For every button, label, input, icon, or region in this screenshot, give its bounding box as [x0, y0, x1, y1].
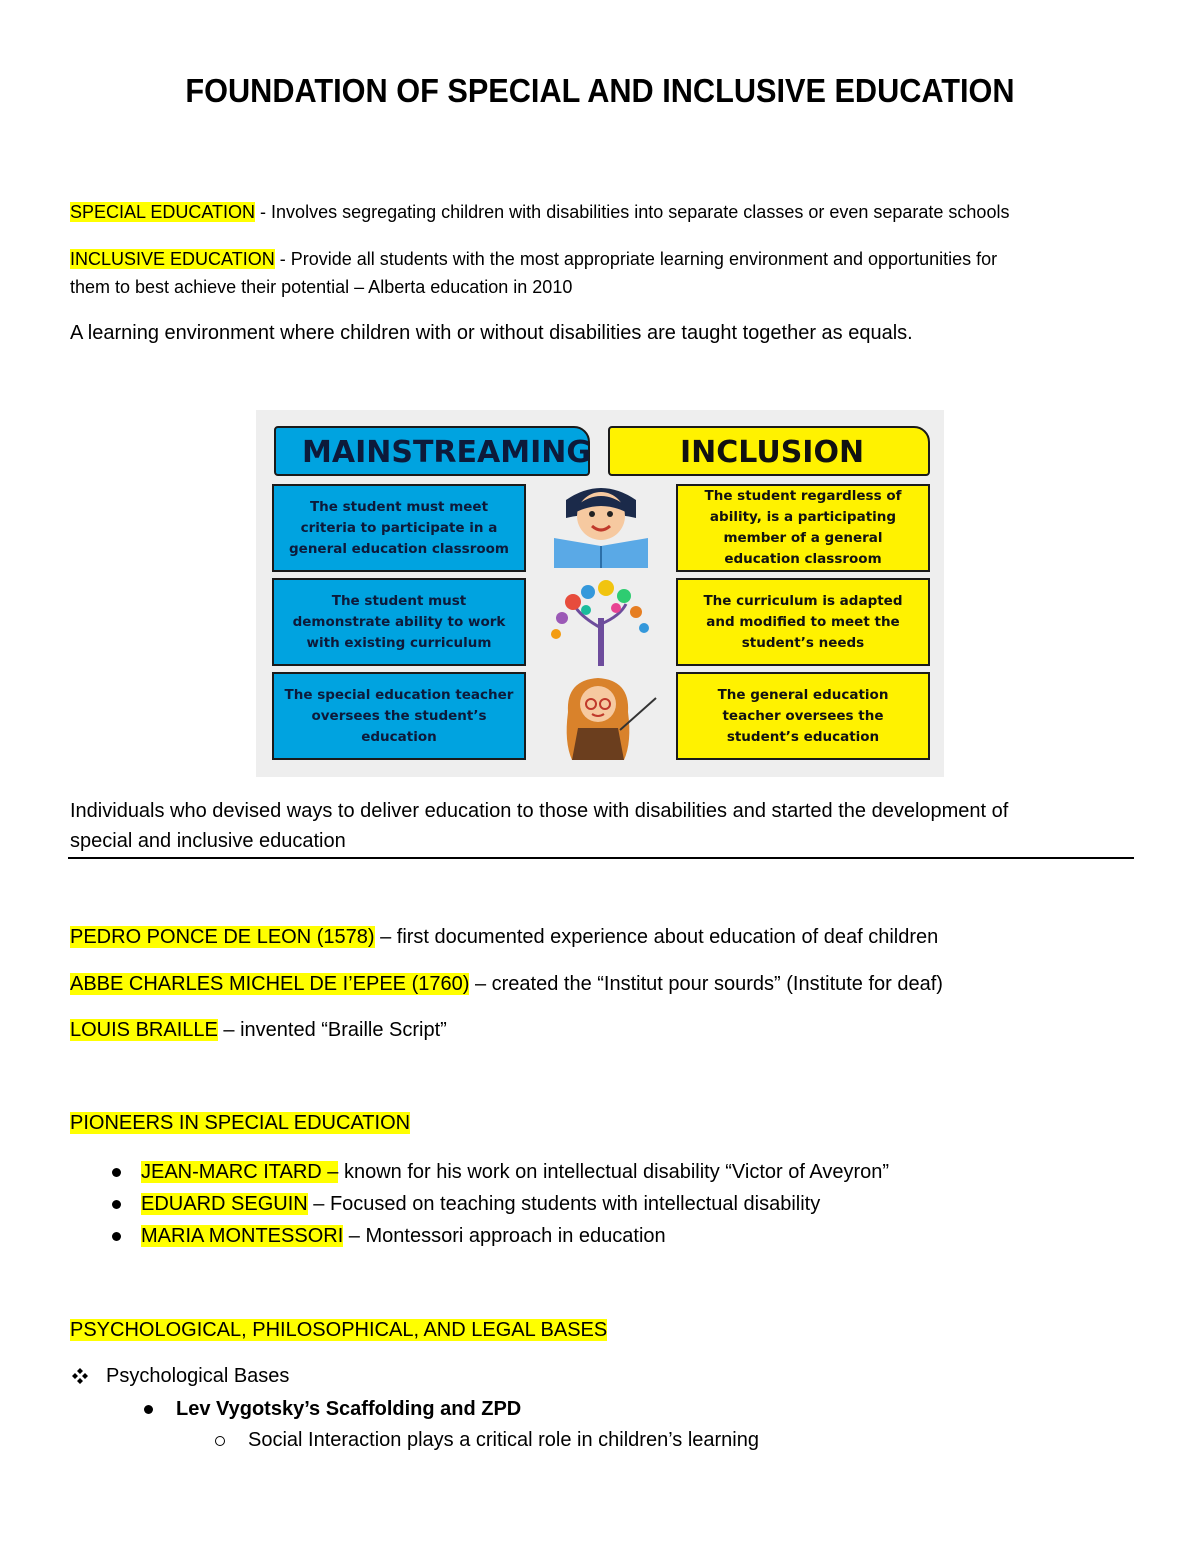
pioneer-description: – Montessori approach in education	[343, 1225, 666, 1247]
individual-description: – created the “Institut pour sourds” (Institute for deaf)	[469, 973, 943, 995]
inclusive-education-definition-line1: - Provide all students with the most appropriate learning environment and opportunities for	[274, 249, 998, 269]
pioneer-item	[108, 1189, 1108, 1219]
pioneer-item	[108, 1157, 1108, 1187]
inclusion-header: INCLUSION	[608, 426, 930, 476]
social-interaction-text: Social Interaction plays a critical role in children’s learning	[248, 1429, 759, 1451]
bases-heading-text: PSYCHOLOGICAL, PHILOSOPHICAL, AND LEGAL BASES	[70, 1319, 608, 1341]
pioneer-name: JEAN-MARC ITARD –	[141, 1161, 339, 1183]
bullet-dot-icon	[112, 1168, 121, 1177]
bases-heading	[70, 1315, 607, 1345]
individuals-heading-line1: Individuals who devised ways to deliver education to those with disabilities and started the development of	[70, 800, 1009, 822]
learning-environment-text: A learning environment where children with or without disabilities are taught together as equals.	[70, 322, 913, 344]
mainstreaming-header: MAINSTREAMING	[274, 426, 590, 476]
psychological-bases-item	[70, 1361, 870, 1391]
circle-bullet-icon	[215, 1436, 225, 1446]
teacher-illustration	[528, 672, 674, 760]
inclusion-cell-1: The student regardless of ability, is a participating member of a general education classroom	[676, 484, 930, 572]
inclusive-education-paragraph	[70, 245, 997, 273]
individual-description: – invented “Braille Script”	[217, 1019, 447, 1041]
colorful-tree-illustration	[528, 578, 674, 666]
document-title: FOUNDATION OF SPECIAL AND INCLUSIVE EDUCATION	[185, 72, 1015, 109]
pioneer-name: MARIA MONTESSORI	[141, 1225, 344, 1247]
individuals-heading-line2: special and inclusive education	[70, 830, 346, 852]
mainstreaming-cell-1: The student must meet criteria to participate in a general education classroom	[272, 484, 526, 572]
mainstreaming-vs-inclusion-infographic	[256, 410, 944, 777]
bullet-dot-icon	[112, 1232, 121, 1241]
individual-name: LOUIS BRAILLE	[70, 1019, 218, 1041]
individual-item	[70, 1015, 447, 1045]
social-interaction-item	[212, 1425, 1012, 1455]
section-divider	[68, 857, 1134, 859]
special-education-term: SPECIAL EDUCATION	[70, 202, 256, 222]
child-reading-illustration	[528, 480, 674, 568]
inclusion-cell-3: The general education teacher oversees the student’s education	[676, 672, 930, 760]
inclusive-education-definition-line2: them to best achieve their potential – Alberta education in 2010	[70, 277, 573, 297]
pioneer-description: known for his work on intellectual disability “Victor of Aveyron”	[338, 1161, 890, 1183]
inclusive-education-term: INCLUSIVE EDUCATION	[70, 249, 275, 269]
pioneers-heading	[70, 1108, 410, 1138]
pioneer-description: – Focused on teaching students with intellectual disability	[307, 1193, 821, 1215]
inclusion-cell-2: The curriculum is adapted and modified to meet the student’s needs	[676, 578, 930, 666]
special-education-paragraph	[70, 198, 1009, 226]
pioneer-name: EDUARD SEGUIN	[141, 1193, 308, 1215]
individual-name: ABBE CHARLES MICHEL DE I’EPEE (1760)	[70, 973, 470, 995]
four-diamond-bullet-icon	[72, 1368, 88, 1384]
vygotsky-text: Lev Vygotsky’s Scaffolding and ZPD	[176, 1398, 522, 1420]
mainstreaming-cell-2: The student must demonstrate ability to work with existing curriculum	[272, 578, 526, 666]
bullet-dot-icon	[112, 1200, 121, 1209]
vygotsky-item	[140, 1394, 940, 1424]
psychological-bases-label: Psychological Bases	[106, 1365, 290, 1387]
individual-name: PEDRO PONCE DE LEON (1578)	[70, 926, 375, 948]
pioneer-item	[108, 1221, 1108, 1251]
mainstreaming-cell-3: The special education teacher oversees the student’s education	[272, 672, 526, 760]
pioneers-heading-text: PIONEERS IN SPECIAL EDUCATION	[70, 1112, 411, 1134]
individual-description: – first documented experience about education of deaf children	[374, 926, 939, 948]
individual-item	[70, 969, 943, 999]
special-education-definition: - Involves segregating children with disabilities into separate classes or even separate schools	[255, 202, 1010, 222]
bullet-dot-icon	[144, 1405, 153, 1414]
individual-item	[70, 922, 938, 952]
